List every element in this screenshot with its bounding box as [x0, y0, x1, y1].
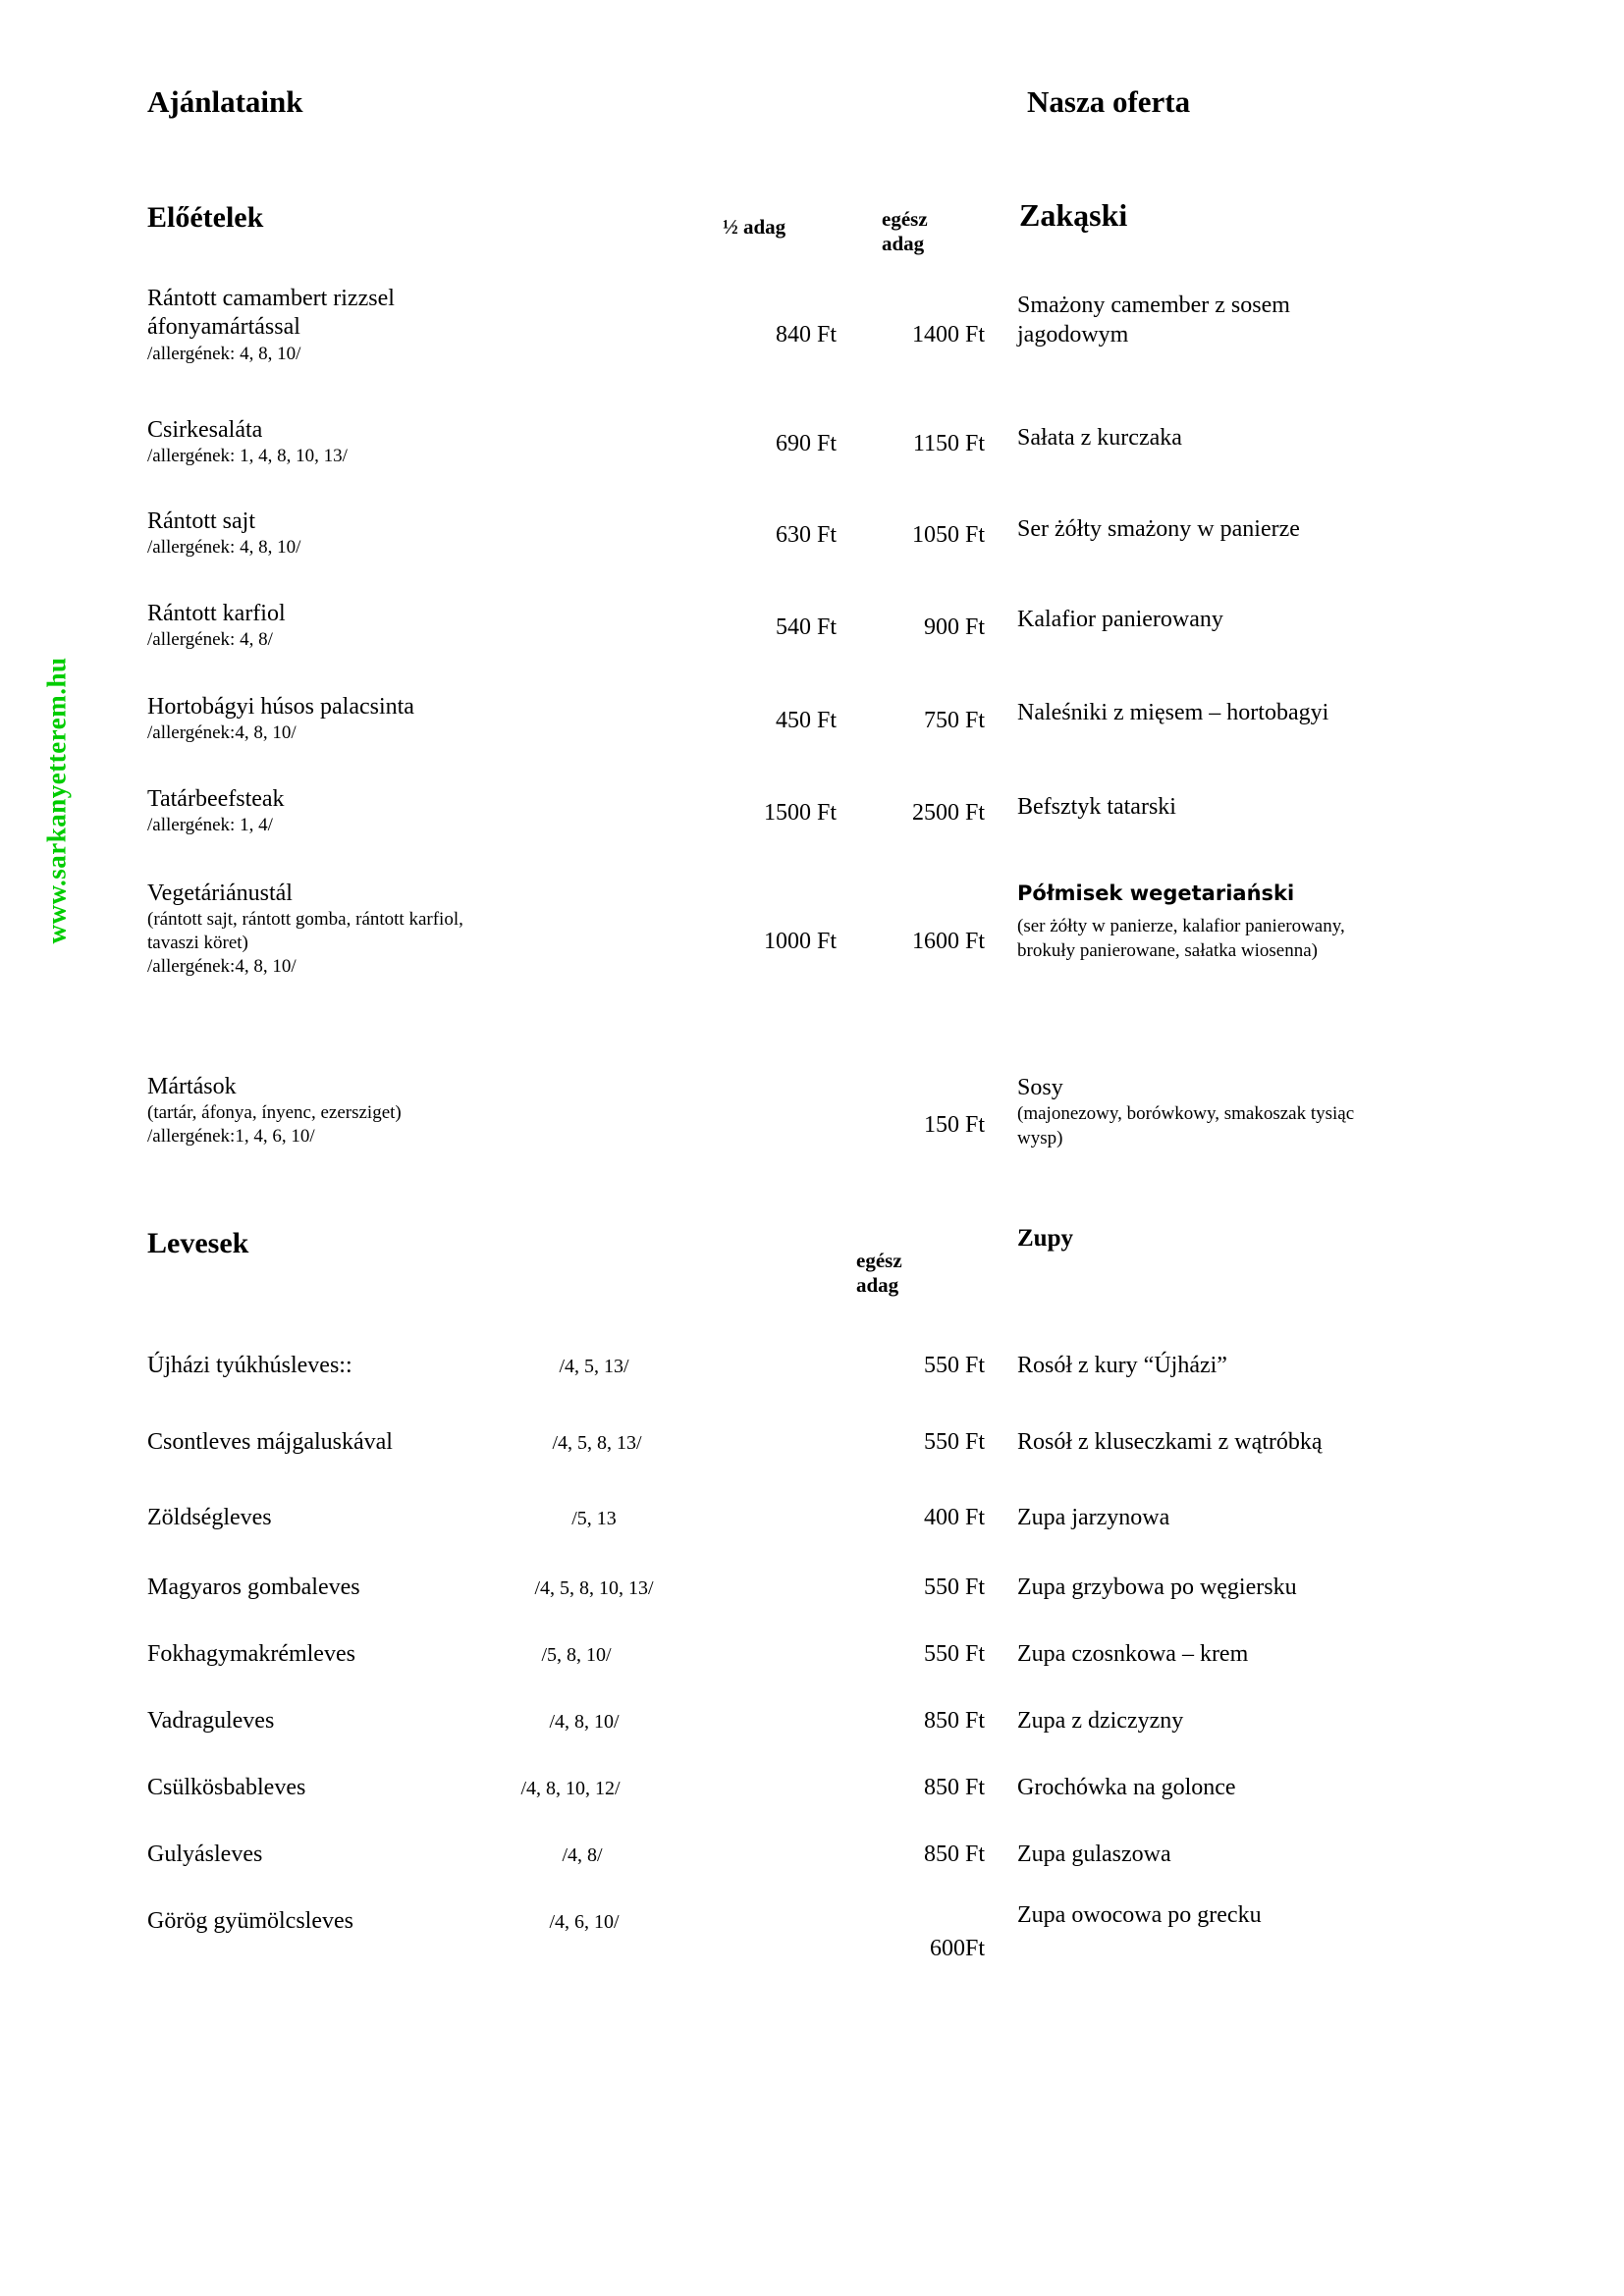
item-price-half: 690 Ft	[775, 431, 837, 456]
item-name-hu: Rántott camambert rizzsel	[147, 286, 395, 311]
soup-price: 550 Ft	[923, 1575, 985, 1600]
soup-name-hu: Csontleves májgaluskával	[147, 1429, 393, 1455]
item-description-pl-line2: brokuły panierowane, sałatka wiosenna)	[1017, 939, 1319, 961]
soup-name-hu: Görög gyümölcsleves	[147, 1908, 353, 1934]
soup-price: 400 Ft	[923, 1505, 985, 1530]
soup-price: 850 Ft	[923, 1842, 985, 1867]
page-title-hu: Ajánlataink	[147, 84, 303, 119]
item-pl	[1017, 514, 1528, 544]
item-name-hu: Csirkesaláta	[147, 417, 263, 443]
item-hu	[147, 285, 697, 365]
soup-name-pl: Rosół z kury “Újházi”	[1017, 1353, 1227, 1378]
item-price-whole: 750 Ft	[923, 708, 985, 733]
item-pl	[1017, 423, 1528, 453]
column-header-whole-portion-line2: adag	[882, 231, 925, 255]
page-headings	[0, 84, 1624, 133]
soup-allergens: /5, 13	[571, 1508, 617, 1529]
soup-name-hu: Magyaros gombaleves	[147, 1575, 360, 1600]
item-price-half: 630 Ft	[775, 522, 837, 548]
item-price-whole: 1600 Ft	[911, 929, 985, 954]
column-header-soup-whole-portion-line2: adag	[856, 1272, 899, 1297]
column-header-soup-whole-portion-line1: egész	[856, 1249, 902, 1272]
item-hu	[147, 785, 697, 837]
item-description-hu-line1: (tartár, áfonya, ínyenc, ezersziget)	[147, 1102, 402, 1124]
soup-name-hu: Gulyásleves	[147, 1842, 263, 1867]
item-pl	[1017, 291, 1528, 349]
item-description-pl-line1: (ser żółty w panierze, kalafior panierowany,	[1017, 916, 1345, 937]
item-allergens: /allergének: 4, 8, 10/	[147, 343, 301, 364]
item-name-pl: Kalafior panierowany	[1017, 607, 1223, 632]
item-price-half: 1000 Ft	[763, 929, 837, 954]
column-header-half-portion-line1: ½ adag	[723, 215, 786, 239]
soup-price: 550 Ft	[923, 1429, 985, 1455]
item-name-pl: Befsztyk tatarski	[1017, 794, 1176, 820]
item-hu	[147, 416, 697, 468]
section-title-soups-hu: Levesek	[147, 1227, 249, 1259]
column-header-half-portion	[723, 215, 836, 240]
item-name-hu: Rántott karfiol	[147, 601, 286, 626]
soup-name-hu: Fokhagymakrémleves	[147, 1641, 355, 1667]
soup-name-hu: Zöldségleves	[147, 1505, 272, 1530]
soup-price: 850 Ft	[923, 1708, 985, 1734]
item-allergens: /allergének:4, 8, 10/	[147, 956, 297, 978]
soup-allergens: /4, 8/	[562, 1844, 603, 1866]
website-watermark: www.sarkanyetterem.hu	[41, 657, 72, 944]
item-price-whole: 2500 Ft	[911, 800, 985, 826]
soup-name-pl: Zupa jarzynowa	[1017, 1505, 1170, 1530]
item-price-whole: 1400 Ft	[911, 322, 985, 347]
column-header-soup-whole-portion	[856, 1249, 964, 1298]
item-description-hu-line1: (rántott sajt, rántott gomba, rántott karfiol,	[147, 909, 463, 931]
item-pl	[1017, 698, 1528, 727]
section-title-appetizers-hu: Előételek	[147, 201, 264, 234]
item-hu	[147, 693, 697, 745]
column-header-whole-portion-line1: egész	[882, 207, 928, 231]
item-description-hu-line2: tavaszi köret)	[147, 933, 248, 954]
soup-price: 600Ft	[929, 1936, 985, 1961]
item-price-half: 450 Ft	[775, 708, 837, 733]
soup-price: 550 Ft	[923, 1641, 985, 1667]
item-hu	[147, 880, 697, 979]
item-name-hu: Hortobágyi húsos palacsinta	[147, 694, 414, 720]
soup-price: 850 Ft	[923, 1775, 985, 1800]
item-allergens: /allergének:4, 8, 10/	[147, 722, 297, 744]
item-name-pl: Ser żółty smażony w panierze	[1017, 516, 1300, 542]
item-description-pl-line1: (majonezowy, borówkowy, smakoszak tysiąc	[1017, 1103, 1355, 1124]
item-allergens: /allergének:1, 4, 6, 10/	[147, 1126, 315, 1148]
item-price-whole: 900 Ft	[923, 614, 985, 640]
item-name-pl: Sałata z kurczaka	[1017, 425, 1182, 451]
soup-name-pl: Zupa czosnkowa – krem	[1017, 1641, 1249, 1667]
soup-allergens: /4, 8, 10, 12/	[520, 1778, 621, 1799]
item-hu	[147, 1073, 697, 1148]
soup-allergens: /4, 8, 10/	[549, 1711, 620, 1733]
soup-allergens: /4, 5, 8, 10, 13/	[534, 1577, 654, 1599]
item-price-half: 1500 Ft	[763, 800, 837, 826]
item-hu	[147, 600, 697, 652]
column-header-whole-portion	[882, 207, 985, 256]
soup-name-pl: Rosół z kluseczkami z wątróbką	[1017, 1429, 1323, 1455]
item-name-hu-line2: áfonyamártással	[147, 314, 300, 341]
soup-name-hu: Újházi tyúkhúsleves::	[147, 1353, 352, 1378]
soup-name-hu: Vadraguleves	[147, 1708, 275, 1734]
item-price-half: 540 Ft	[775, 614, 837, 640]
item-hu	[147, 507, 697, 560]
item-price-whole: 1050 Ft	[911, 522, 985, 548]
item-pl	[1017, 792, 1528, 822]
item-price-whole: 1150 Ft	[912, 431, 985, 456]
item-pl	[1017, 881, 1528, 964]
item-name-pl: Smażony camember z sosem	[1017, 293, 1290, 318]
item-name-hu: Vegetáriánustál	[147, 881, 293, 906]
item-description-pl-line2: wysp)	[1017, 1127, 1063, 1148]
item-allergens: /allergének: 4, 8/	[147, 629, 273, 651]
soup-name-pl: Zupa z dziczyzny	[1017, 1708, 1184, 1734]
soup-name-pl: Zupa grzybowa po węgiersku	[1017, 1575, 1297, 1600]
item-pl	[1017, 605, 1528, 634]
soup-name-pl: Grochówka na golonce	[1017, 1775, 1236, 1800]
soup-allergens: /4, 5, 13/	[559, 1356, 629, 1377]
item-name-hu: Rántott sajt	[147, 508, 255, 534]
soup-allergens: /5, 8, 10/	[541, 1644, 612, 1666]
section-title-soups-pl: Zupy	[1017, 1225, 1073, 1252]
soup-price: 550 Ft	[923, 1353, 985, 1378]
item-name-pl: Naleśniki z mięsem – hortobagyi	[1017, 700, 1329, 725]
item-allergens: /allergének: 1, 4/	[147, 815, 273, 836]
item-name-hu: Tatárbeefsteak	[147, 786, 285, 812]
item-allergens: /allergének: 1, 4, 8, 10, 13/	[147, 446, 348, 467]
soup-allergens: /4, 6, 10/	[549, 1911, 620, 1933]
item-name-hu: Mártások	[147, 1074, 237, 1099]
item-name-pl: Półmisek wegetariański	[1017, 881, 1295, 905]
item-price-whole: 150 Ft	[923, 1112, 985, 1138]
soup-allergens: /4, 5, 8, 13/	[552, 1432, 642, 1454]
section-title-appetizers-pl: Zakąski	[1019, 197, 1128, 233]
item-allergens: /allergének: 4, 8, 10/	[147, 537, 301, 559]
item-price-half: 840 Ft	[775, 322, 837, 347]
item-name-pl: Sosy	[1017, 1075, 1063, 1100]
soup-name-pl: Zupa gulaszowa	[1017, 1842, 1171, 1867]
item-pl	[1017, 1073, 1528, 1150]
item-name-pl-line2: jagodowym	[1017, 322, 1129, 347]
soup-name-hu: Csülkösbableves	[147, 1775, 306, 1800]
page-title-pl: Nasza oferta	[1027, 84, 1191, 119]
soup-name-pl: Zupa owocowa po grecku	[1017, 1902, 1262, 1928]
